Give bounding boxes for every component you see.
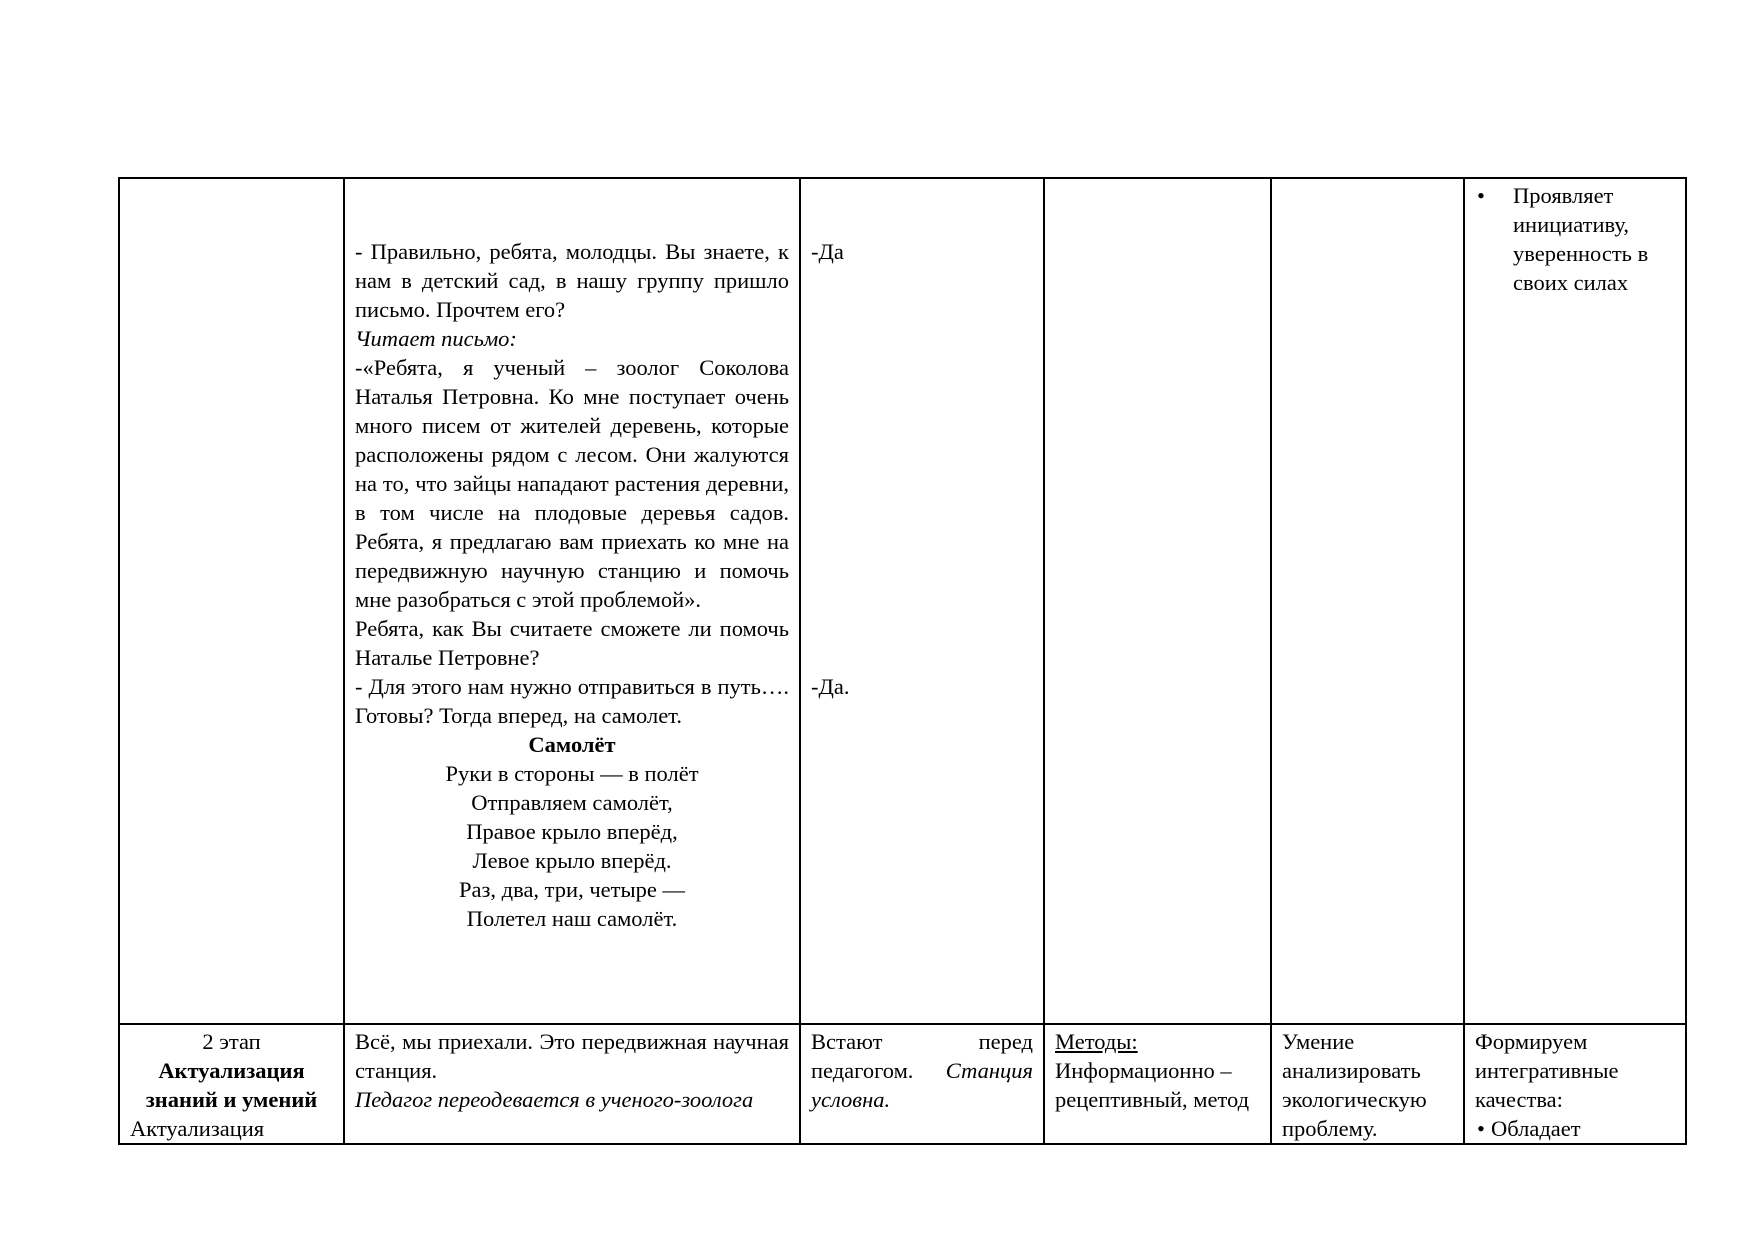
poem-line: Руки в стороны — в полёт (445, 761, 699, 786)
poem-line: Полетел наш самолёт. (466, 906, 678, 931)
teacher-question: Ребята, как Вы считаете сможете ли помочь Наталье Петровне? (355, 616, 789, 670)
stage-subtitle: Актуализация (130, 1116, 265, 1141)
qualities-list (1475, 1114, 1675, 1143)
teacher-text: - Для этого нам нужно отправиться в путь…. Готовы? Тогда вперед, на самолет. (355, 674, 789, 728)
table-row (119, 1024, 1686, 1144)
qualities-text: Формируем интегративные качества: (1475, 1029, 1619, 1112)
qualities-list (1475, 181, 1675, 297)
methods-cell (1044, 1024, 1271, 1144)
teacher-text-italic: Читает письмо: (355, 326, 517, 351)
table-row (119, 178, 1686, 1024)
methods-heading: Методы: (1055, 1029, 1138, 1054)
poem-line: Левое крыло вперёд. (472, 848, 672, 873)
spacer (811, 181, 1033, 237)
list-item: • Обладает (1475, 1114, 1675, 1143)
skills-cell (1271, 1024, 1464, 1144)
spacer (811, 266, 1033, 672)
methods-text: Информационно – рецептивный, метод (1055, 1058, 1250, 1112)
skills-cell (1271, 178, 1464, 1024)
poem-line: Раз, два, три, четыре — (459, 877, 685, 902)
children-answer: -Да. (811, 674, 850, 699)
poem-line: Правое крыло вперёд, (466, 819, 678, 844)
children-activity-cell (800, 178, 1044, 1024)
children-answer: -Да (811, 239, 844, 264)
teacher-text-italic: Педагог переодевается в ученого-зоолога (355, 1087, 754, 1112)
methods-cell (1044, 178, 1271, 1024)
children-activity-cell (800, 1024, 1044, 1144)
teacher-activity-cell (344, 178, 800, 1024)
letter-text: -«Ребята, я ученый – зоолог Соколова Наталья Петровна. Ко мне поступает очень много писем от жителей деревень, которые расположены рядом с лесом. Они жалуются на то, что зайцы нападают растения деревни, в том числе на плодовые деревья садов. Ребята, я предлагаю вам приехать ко мне на передвижную научную станцию и помочь мне разобраться с этой проблемой». (355, 355, 789, 612)
stage-number: 2 этап (202, 1029, 261, 1054)
teacher-text: Всё, мы приехали. Это передвижная научная станция. (355, 1029, 789, 1083)
poem-title: Самолёт (528, 732, 616, 757)
spacer (355, 181, 789, 237)
list-item: • Проявляет инициативу, уверенность в своих силах (1475, 181, 1675, 297)
teacher-activity-cell (344, 1024, 800, 1144)
children-text-italic: Станция условна. (811, 1058, 1033, 1112)
stage-title: Актуализация знаний и умений (145, 1058, 318, 1112)
stage-cell (119, 178, 344, 1024)
teacher-text: - Правильно, ребята, молодцы. Вы знаете, к нам в детский сад, в нашу группу пришло письмо. Прочтем его? (355, 239, 789, 322)
children-text: Встают перед педагогом. (811, 1029, 1033, 1083)
qualities-cell (1464, 1024, 1686, 1144)
stage-cell (119, 1024, 344, 1144)
qualities-cell (1464, 178, 1686, 1024)
poem-line: Отправляем самолёт, (471, 790, 673, 815)
lesson-plan-table (118, 177, 1687, 1145)
skills-text: Умение анализировать экологическую проблему. (1282, 1029, 1427, 1141)
